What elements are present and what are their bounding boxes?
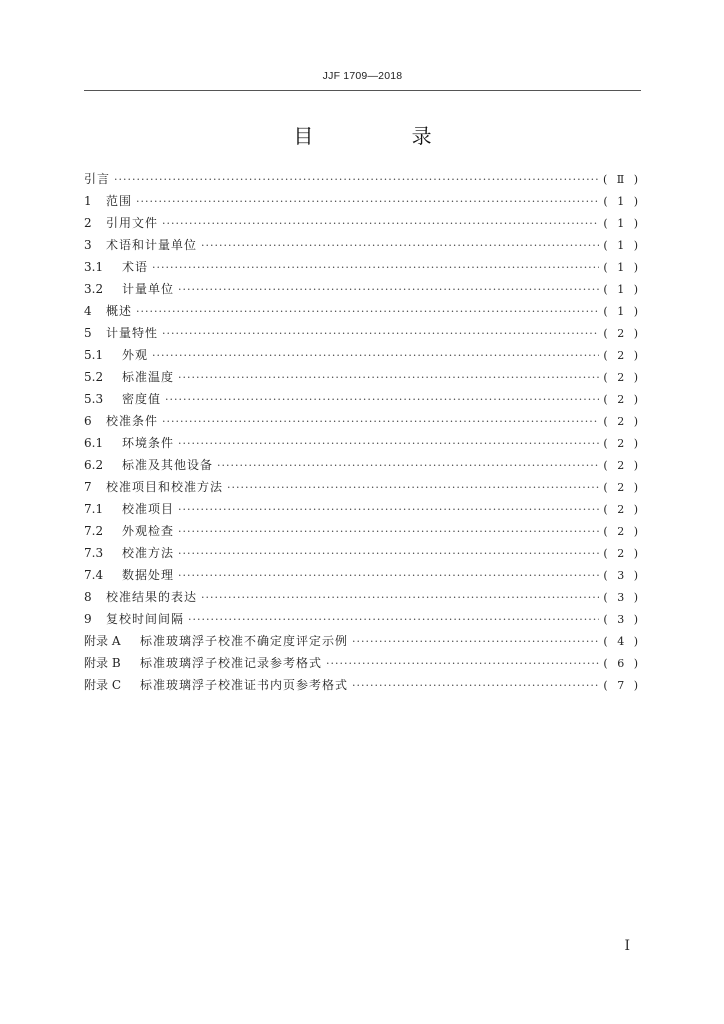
toc-entry-page: ( 2 ) <box>603 371 641 384</box>
toc-entry-number: 5.2 <box>84 370 104 384</box>
toc-dot-leader <box>114 169 599 191</box>
toc-entry[interactable] <box>84 476 641 498</box>
toc-dot-leader <box>162 323 599 345</box>
toc-entry-page: ( 4 ) <box>603 635 641 648</box>
toc-dot-leader <box>165 389 599 411</box>
toc-entry-title: 环境条件 <box>122 436 175 450</box>
toc-entry-number: 7.3 <box>84 546 104 560</box>
toc-entry-page: ( 1 ) <box>603 261 641 274</box>
toc-entry-number: 5.3 <box>84 392 104 406</box>
running-header: JJF 1709—2018 <box>322 70 403 82</box>
toc-entry[interactable] <box>84 212 641 234</box>
toc-dot-leader <box>178 367 599 389</box>
toc-dot-leader <box>178 543 599 565</box>
toc-entry-title: 术语 <box>122 260 149 274</box>
toc-entry-title: 数据处理 <box>122 568 175 582</box>
toc-entry-title: 密度值 <box>122 392 162 406</box>
toc-dot-leader <box>178 499 599 521</box>
toc-entry-title: 校准条件 <box>106 414 159 428</box>
toc-entry-number: 附录 C <box>84 678 121 692</box>
toc-entry-number: 6 <box>84 414 92 428</box>
toc-dot-leader <box>326 653 599 675</box>
toc-entry[interactable] <box>84 586 641 608</box>
toc-entry-title: 校准方法 <box>122 546 175 560</box>
toc-entry-page: ( 6 ) <box>603 657 641 670</box>
toc-entry[interactable] <box>84 256 641 278</box>
toc-entry[interactable] <box>84 168 641 190</box>
toc-entry-page: ( 1 ) <box>603 283 641 296</box>
toc-entry-number: 附录 A <box>84 634 121 648</box>
toc-entry-page: ( 1 ) <box>603 305 641 318</box>
toc-entry-title: 标准及其他设备 <box>122 458 214 472</box>
toc-entry-title: 外观 <box>122 348 149 362</box>
toc-entry-title: 引用文件 <box>106 216 159 230</box>
toc-dot-leader <box>188 609 599 631</box>
toc-entry-page: ( 2 ) <box>603 415 641 428</box>
toc-dot-leader <box>352 631 599 653</box>
toc-entry-number: 5 <box>84 326 92 340</box>
toc-entry[interactable] <box>84 520 641 542</box>
toc-entry-number: 附录 B <box>84 656 121 670</box>
toc-entry-page: ( 3 ) <box>603 569 641 582</box>
toc-entry[interactable] <box>84 542 641 564</box>
toc-entry-page: ( 1 ) <box>603 195 641 208</box>
toc-dot-leader <box>162 213 599 235</box>
toc-entry-number: 7.2 <box>84 524 104 538</box>
table-of-contents <box>84 168 641 696</box>
toc-entry[interactable] <box>84 366 641 388</box>
toc-entry-title: 复校时间间隔 <box>106 612 185 626</box>
toc-entry-title: 标准玻璃浮子校准不确定度评定示例 <box>140 634 349 648</box>
toc-entry[interactable] <box>84 322 641 344</box>
toc-entry[interactable] <box>84 630 641 652</box>
toc-entry-title: 校准项目 <box>122 502 175 516</box>
toc-entry-title: 引言 <box>84 172 111 186</box>
toc-entry-page: ( 2 ) <box>603 393 641 406</box>
toc-dot-leader <box>217 455 599 477</box>
toc-entry-page: ( 2 ) <box>603 481 641 494</box>
toc-entry-number: 3 <box>84 238 92 252</box>
toc-entry-number: 5.1 <box>84 348 104 362</box>
toc-entry[interactable] <box>84 454 641 476</box>
toc-entry[interactable] <box>84 608 641 630</box>
toc-entry-number: 4 <box>84 304 92 318</box>
toc-entry-title: 标准温度 <box>122 370 175 384</box>
toc-entry-page: ( 1 ) <box>603 239 641 252</box>
toc-entry[interactable] <box>84 344 641 366</box>
toc-entry[interactable] <box>84 674 641 696</box>
toc-entry-title: 范围 <box>106 194 133 208</box>
page-title: 目 录 <box>293 124 478 148</box>
toc-entry[interactable] <box>84 652 641 674</box>
toc-entry-page: ( 3 ) <box>603 613 641 626</box>
toc-entry-title: 计量特性 <box>106 326 159 340</box>
toc-entry-page: ( 2 ) <box>603 547 641 560</box>
toc-entry-page: ( 2 ) <box>603 349 641 362</box>
toc-dot-leader <box>178 433 599 455</box>
toc-entry-number: 1 <box>84 194 92 208</box>
toc-entry-title: 概述 <box>106 304 133 318</box>
toc-entry-number: 7 <box>84 480 92 494</box>
toc-dot-leader <box>201 587 599 609</box>
toc-entry-number: 6.2 <box>84 458 104 472</box>
toc-entry[interactable] <box>84 498 641 520</box>
toc-dot-leader <box>178 521 599 543</box>
toc-entry-number: 8 <box>84 590 92 604</box>
toc-entry-page: ( 2 ) <box>603 327 641 340</box>
toc-dot-leader <box>227 477 599 499</box>
toc-entry-number: 7.1 <box>84 502 104 516</box>
toc-entry-title: 外观检查 <box>122 524 175 538</box>
toc-entry-page: ( Ⅱ ) <box>602 173 641 186</box>
toc-entry-number: 3.2 <box>84 282 104 296</box>
toc-dot-leader <box>152 257 599 279</box>
toc-entry-number: 2 <box>84 216 92 230</box>
toc-entry-page: ( 1 ) <box>603 217 641 230</box>
toc-dot-leader <box>178 279 599 301</box>
toc-entry[interactable] <box>84 432 641 454</box>
toc-entry-page: ( 2 ) <box>603 437 641 450</box>
toc-entry-page: ( 2 ) <box>603 503 641 516</box>
toc-entry-page: ( 2 ) <box>603 459 641 472</box>
toc-dot-leader <box>201 235 599 257</box>
toc-entry[interactable] <box>84 234 641 256</box>
toc-entry-number: 7.4 <box>84 568 104 582</box>
toc-entry-number: 3.1 <box>84 260 104 274</box>
toc-entry-page: ( 7 ) <box>603 679 641 692</box>
toc-entry-title: 校准结果的表达 <box>106 590 198 604</box>
toc-dot-leader <box>162 411 599 433</box>
toc-entry-title: 术语和计量单位 <box>106 238 198 252</box>
toc-entry[interactable] <box>84 410 641 432</box>
toc-dot-leader <box>178 565 599 587</box>
toc-entry-page: ( 2 ) <box>603 525 641 538</box>
toc-entry[interactable] <box>84 564 641 586</box>
toc-dot-leader <box>136 301 599 323</box>
toc-entry[interactable] <box>84 388 641 410</box>
toc-entry[interactable] <box>84 278 641 300</box>
toc-entry-title: 计量单位 <box>122 282 175 296</box>
toc-dot-leader <box>152 345 599 367</box>
toc-dot-leader <box>136 191 599 213</box>
toc-entry-title: 校准项目和校准方法 <box>106 480 224 494</box>
toc-entry-title: 标准玻璃浮子校准证书内页参考格式 <box>140 678 349 692</box>
toc-entry[interactable] <box>84 190 641 212</box>
toc-entry-title: 标准玻璃浮子校准记录参考格式 <box>140 656 323 670</box>
toc-entry[interactable] <box>84 300 641 322</box>
toc-entry-number: 9 <box>84 612 92 626</box>
toc-entry-number: 6.1 <box>84 436 104 450</box>
header-rule <box>84 90 641 91</box>
toc-dot-leader <box>352 675 599 697</box>
toc-entry-page: ( 3 ) <box>603 591 641 604</box>
page-number: I <box>624 938 630 954</box>
